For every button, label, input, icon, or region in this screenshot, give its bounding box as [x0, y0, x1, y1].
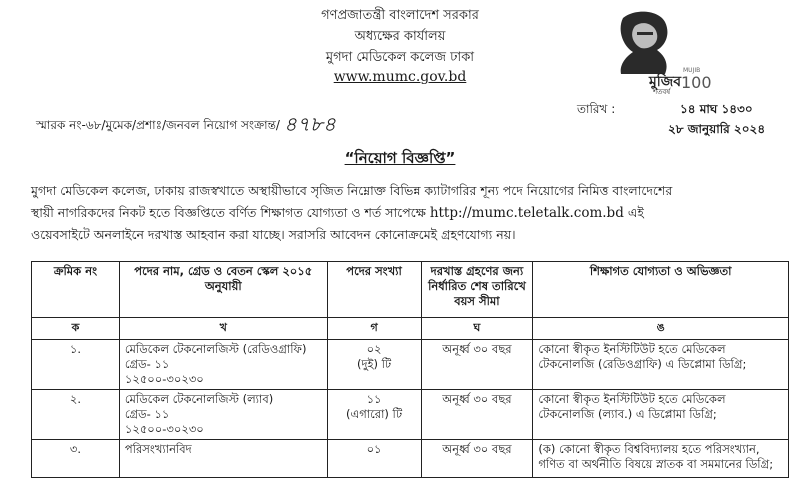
letter-kha: খ	[119, 318, 327, 340]
letter-umo: ঙ	[533, 318, 789, 340]
logo-text-100: 100	[681, 73, 712, 92]
memo-line	[36, 110, 336, 143]
letter-ka: ক	[32, 318, 120, 340]
post-scale: ১২৫০০-৩০২৩০	[124, 422, 204, 436]
date-english: ২৮ জানুয়ারি ২০২৪	[668, 122, 766, 136]
post-name: মেডিকেল টেকনোলজিস্ট (ল্যাব)	[124, 392, 274, 406]
post-name: পরিসংখ্যানবিদ	[124, 442, 192, 456]
paragraph-line-2	[31, 205, 789, 225]
row-qualification	[533, 440, 789, 478]
count-words: (এগারো) টি	[346, 407, 403, 421]
row-post	[119, 340, 327, 390]
logo-text-mujib: মুজিব	[649, 74, 682, 90]
qualification-line-1: (ক) কোনো স্বীকৃত বিশ্ববিদ্যালয় হতে পরিসংখ্যান,	[538, 442, 760, 456]
row-count	[327, 390, 421, 440]
row-age: অনূর্ধ্ব ৩০ বছর	[421, 390, 533, 440]
qualification-line-2: টেকনোলজি (ল্যাব.) এ ডিপ্লোমা ডিগ্রি;	[538, 407, 717, 421]
header-age-limit: দরখাস্ত গ্রহণের জন্য নির্ধারিত শেষ তারিখে বয়স সীমা	[421, 262, 533, 318]
application-url-link[interactable]: http://mumc.teletalk.com.bd	[429, 205, 624, 221]
table-header-row	[32, 262, 789, 318]
post-name: মেডিকেল টেকনোলজিস্ট (রেডিওগ্রাফি)	[124, 342, 307, 356]
paragraph-line-2-start: স্থায়ী নাগরিকদের নিকট হতে বিজ্ঞপ্তিতে বর্ণিত শিক্ষাগত যোগ্যতা ও শর্ত সাপেক্ষে	[31, 205, 426, 220]
row-serial: ৩.	[32, 440, 120, 478]
table-row	[32, 390, 789, 440]
header-office: অধ্যক্ষের কার্যালয়	[354, 29, 446, 44]
vacancy-table	[31, 261, 789, 478]
header-serial: ক্রমিক নং	[32, 262, 120, 318]
row-age: অনূর্ধ্ব ৩০ বছর	[421, 340, 533, 390]
table-row	[32, 340, 789, 390]
count-number: ১১	[366, 392, 382, 406]
logo-text-mujib-en: MUJIB	[683, 67, 701, 74]
paragraph-line-1: মুগদা মেডিকেল কলেজ, ঢাকায় রাজস্বখাতে অস্থায়ীভাবে সৃজিত নিম্নোক্ত বিভিন্ন ক্যাটাগরির শূন্য পদে নিয়োগের নিমিত্ত বাংলাদেশের	[31, 183, 673, 198]
post-grade: গ্রেড- ১১	[124, 357, 170, 371]
header-qualification: শিক্ষাগত যোগ্যতা ও অভিজ্ঞতা	[533, 262, 789, 318]
post-scale: ১২৫০০-৩০২৩০	[124, 372, 204, 386]
post-grade: গ্রেড- ১১	[124, 407, 170, 421]
row-post	[119, 390, 327, 440]
row-serial: ২.	[32, 390, 120, 440]
qualification-line-2: টেকনোলজি (রেডিওগ্রাফি) এ ডিপ্লোমা ডিগ্রি;	[538, 357, 747, 371]
table-row	[32, 440, 789, 478]
date-label: তারিখ :	[577, 102, 616, 116]
header-post: পদের নাম, গ্রেড ও বেতন স্কেল ২০১৫ অনুযায়ী	[119, 262, 327, 318]
row-post	[119, 440, 327, 478]
qualification-line-1: কোনো স্বীকৃত ইনস্টিটিউট হতে মেডিকেল	[538, 392, 726, 406]
count-number: ০২	[366, 342, 382, 356]
memo-number: ৪৭৮৪	[283, 112, 336, 136]
header-college: মুগদা মেডিকেল কলেজ ঢাকা	[325, 50, 475, 65]
logo-text-shatabarsho: শতবর্ষ	[653, 88, 671, 96]
header-count: পদের সংখ্যা	[327, 262, 421, 318]
row-age: অনূর্ধ্ব ৩০ বছর	[421, 440, 533, 478]
date-bangla: ১৪ মাঘ ১৪৩০	[680, 102, 753, 116]
qualification-line-2: গণিত বা অর্থনীতি বিষয়ে স্নাতক বা সমমানের ডিগ্রি;	[538, 457, 774, 471]
qualification-line-1: কোনো স্বীকৃত ইনস্টিটিউট হতে মেডিকেল	[538, 342, 726, 356]
count-words: (দুই) টি	[356, 357, 392, 371]
header-govt: গণপ্রজাতন্ত্রী বাংলাদেশ সরকার	[321, 8, 479, 23]
row-qualification	[533, 340, 789, 390]
count-number: ০১	[366, 442, 382, 456]
memo-label: স্মারক নং-৬৮/মুমেক/প্রশাঃ/জনবল নিয়োগ সংক্রান্ত/	[36, 118, 280, 132]
header-website[interactable]: www.mumc.gov.bd	[333, 69, 467, 85]
table-letter-row	[32, 318, 789, 340]
row-serial: ১.	[32, 340, 120, 390]
letter-gha: ঘ	[421, 318, 533, 340]
notice-title: “নিয়োগ বিজ্ঞপ্তি”	[344, 149, 456, 167]
row-count	[327, 440, 421, 478]
glasses-shape	[637, 32, 653, 35]
paragraph-line-2-end: এই	[627, 205, 644, 220]
paragraph-line-3: ওয়েবসাইটে অনলাইনে দরখাস্ত আহবান করা যাচ্ছে। সরাসরি আবেদন কোনোক্রমেই গ্রহণযোগ্য নয়।	[31, 227, 516, 242]
row-qualification	[533, 390, 789, 440]
mujib-centenary-logo	[613, 8, 712, 96]
row-count	[327, 340, 421, 390]
letter-ga: গ	[327, 318, 421, 340]
